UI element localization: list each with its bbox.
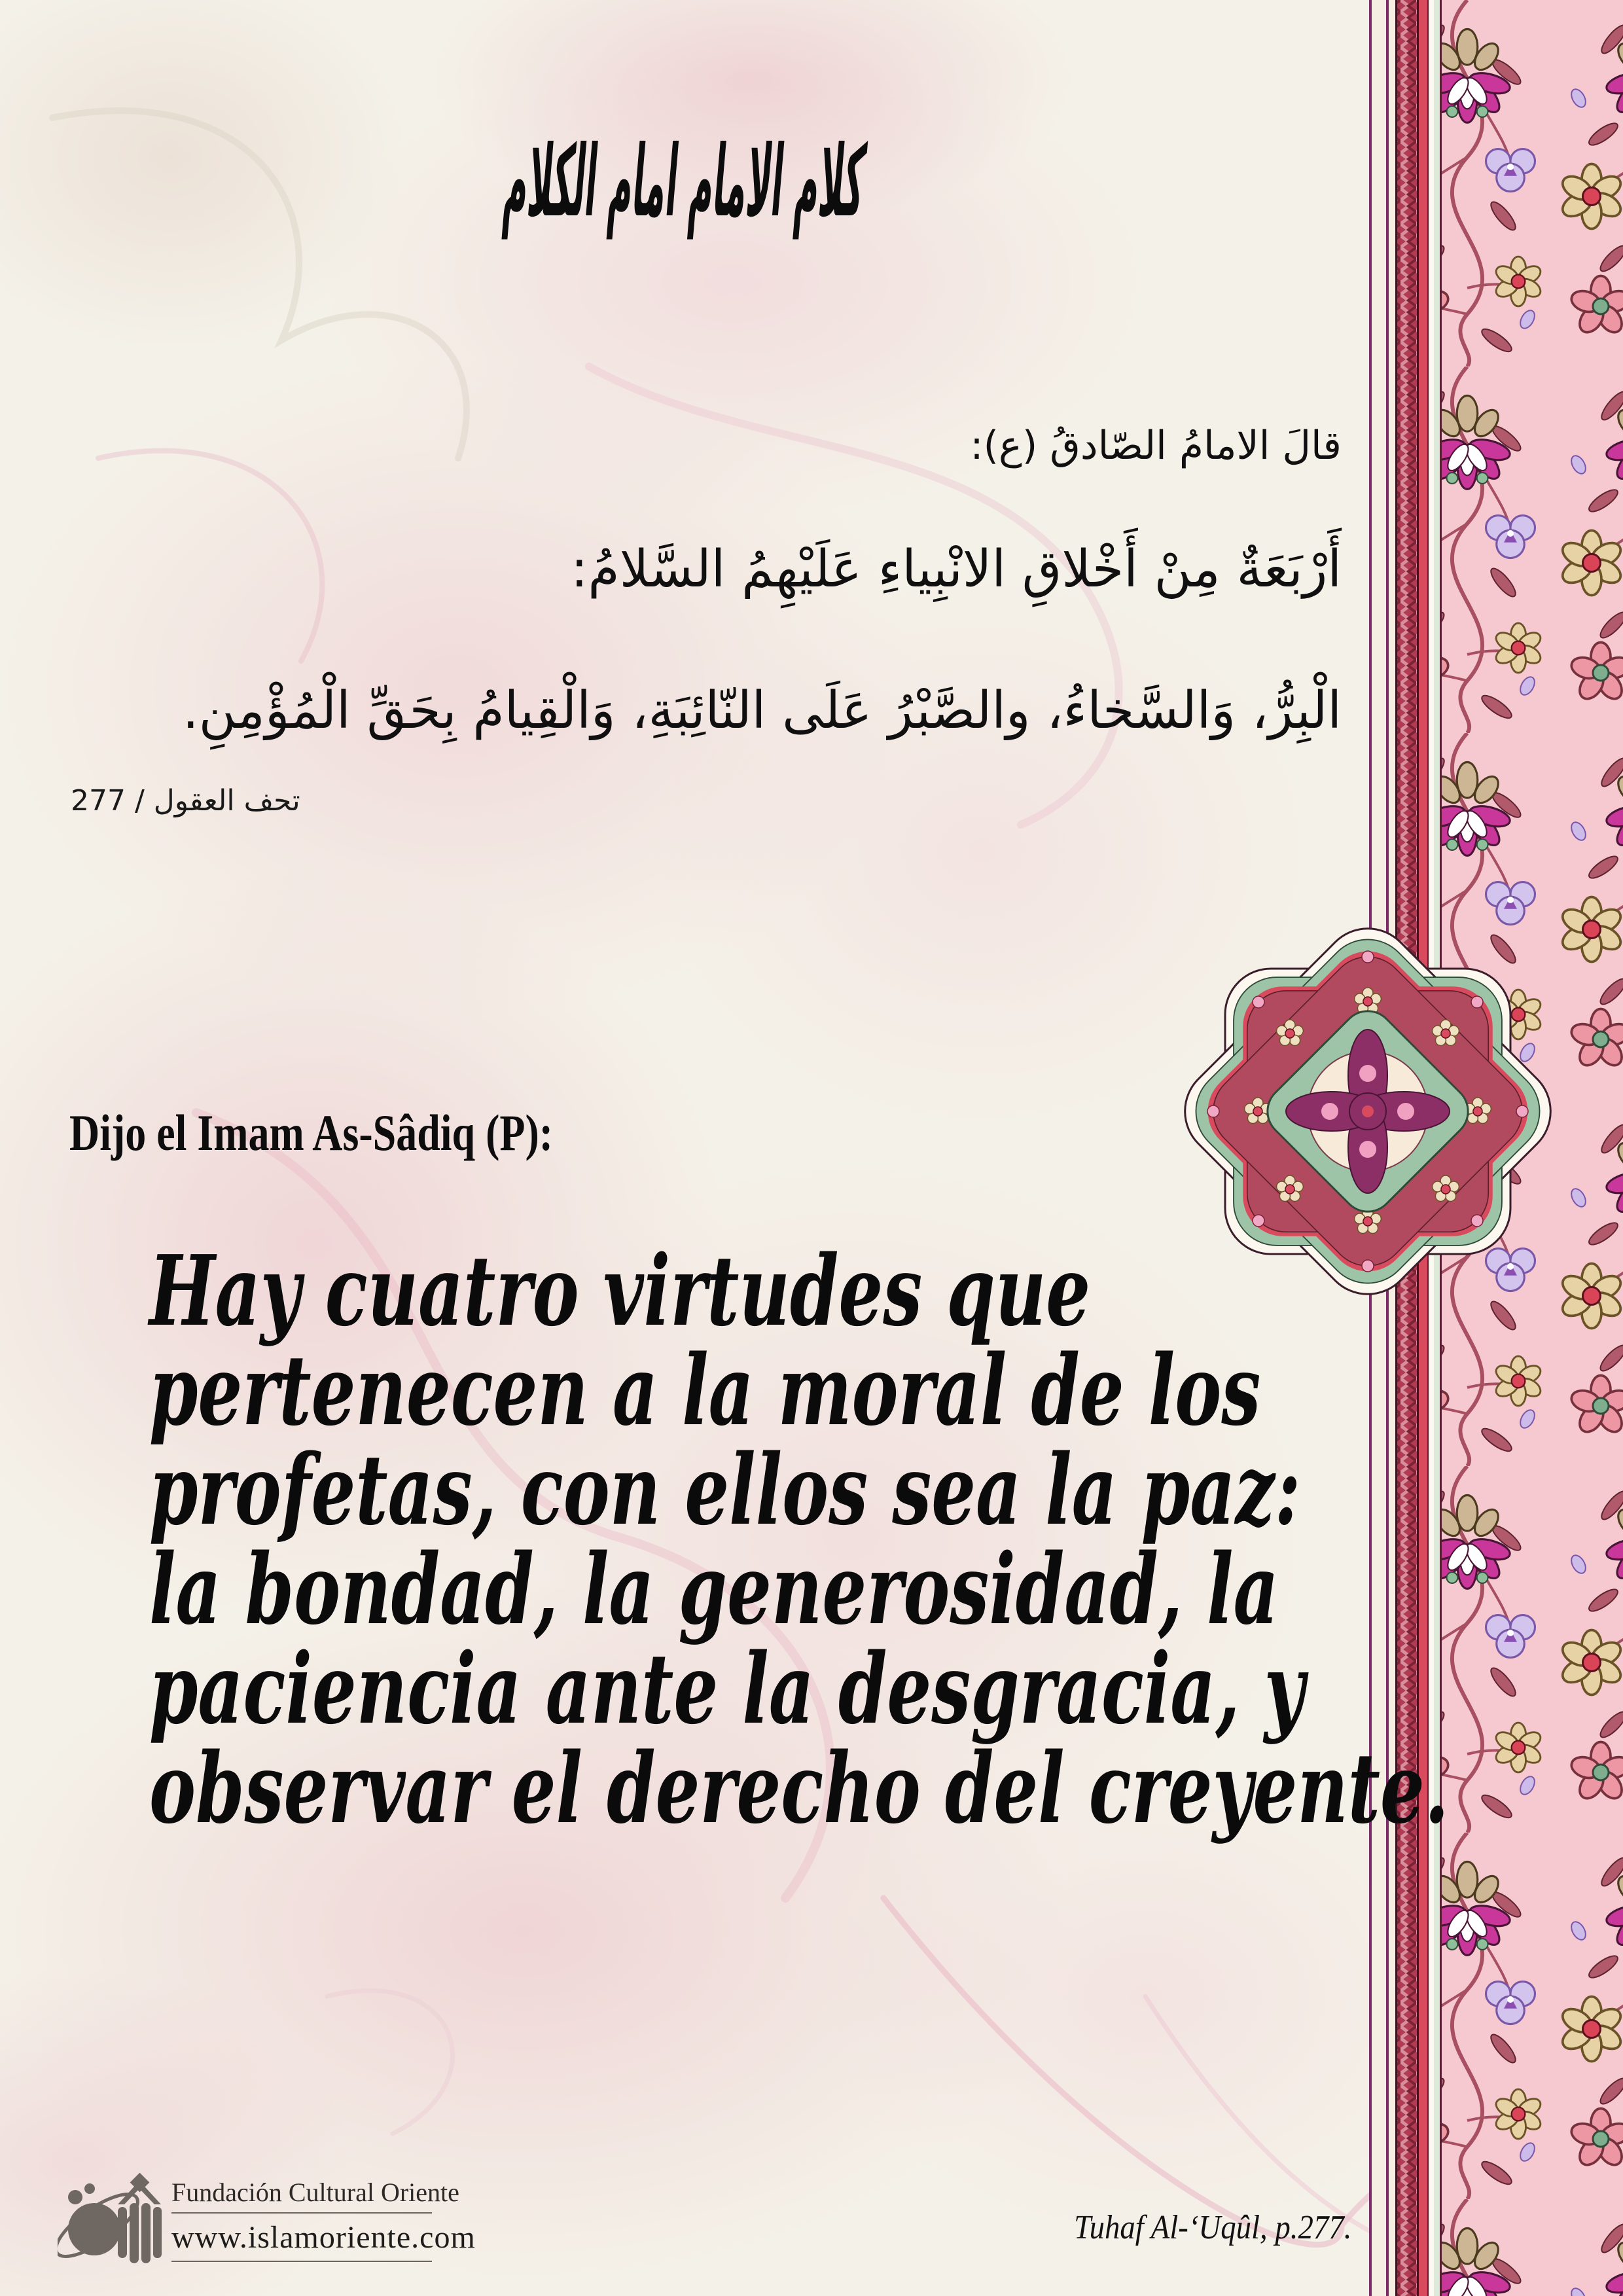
- translation-quote: [149, 1234, 1623, 1845]
- quote-line: la bondad, la generosidad, la: [149, 1532, 1279, 1646]
- organization-website: www.islamoriente.com: [171, 2220, 476, 2255]
- footer-organization: [58, 2166, 476, 2271]
- arabic-calligraphy-artwork: كلام الامام امام الكلام: [499, 125, 870, 239]
- eight-lobe-arabesque-medallion: [1171, 915, 1564, 1308]
- quote-line: Hay cuatro virtudes que: [149, 1234, 1091, 1348]
- calligraphy-header: [0, 84, 1369, 280]
- fco-globe-and-mosque-icon: [58, 2166, 162, 2271]
- book-citation: Tuhaf Al-‘Uqûl, p.277.: [1073, 2209, 1351, 2246]
- hadith-attribution-arabic: قالَ الامامُ الصّادقُ (ع):: [970, 423, 1342, 469]
- quote-line: pertenecen a la moral de los: [149, 1333, 1261, 1447]
- footer-divider-top: [171, 2212, 432, 2214]
- quote-line: observar el derecho del creyente.: [149, 1731, 1449, 1845]
- hadith-text-line2-arabic: الْبِرُّ، وَالسَّخاءُ، والصَّبْرُ عَلَى النّائِبَةِ، وَالْقِيامُ بِحَقِّ الْمُؤْمِنِ.: [182, 681, 1342, 740]
- quote-line: profetas, con ellos sea la paz:: [149, 1433, 1301, 1547]
- translation-attribution: Dijo el Imam As-Sâdiq (P):: [69, 1104, 554, 1161]
- footer-organization-text: [171, 2166, 476, 2271]
- footer-divider-bottom: [171, 2261, 432, 2262]
- quote-line: paciencia ante la desgracia, y: [149, 1632, 1305, 1746]
- organization-name: Fundación Cultural Oriente: [171, 2178, 459, 2207]
- hadith-text-line1-arabic: أَرْبَعَةٌ مِنْ أَخْلاقِ الانْبِياءِ عَلَيْهِمُ السَّلامُ:: [571, 540, 1342, 599]
- hadith-source-arabic: تحف العقول / 277: [71, 784, 300, 817]
